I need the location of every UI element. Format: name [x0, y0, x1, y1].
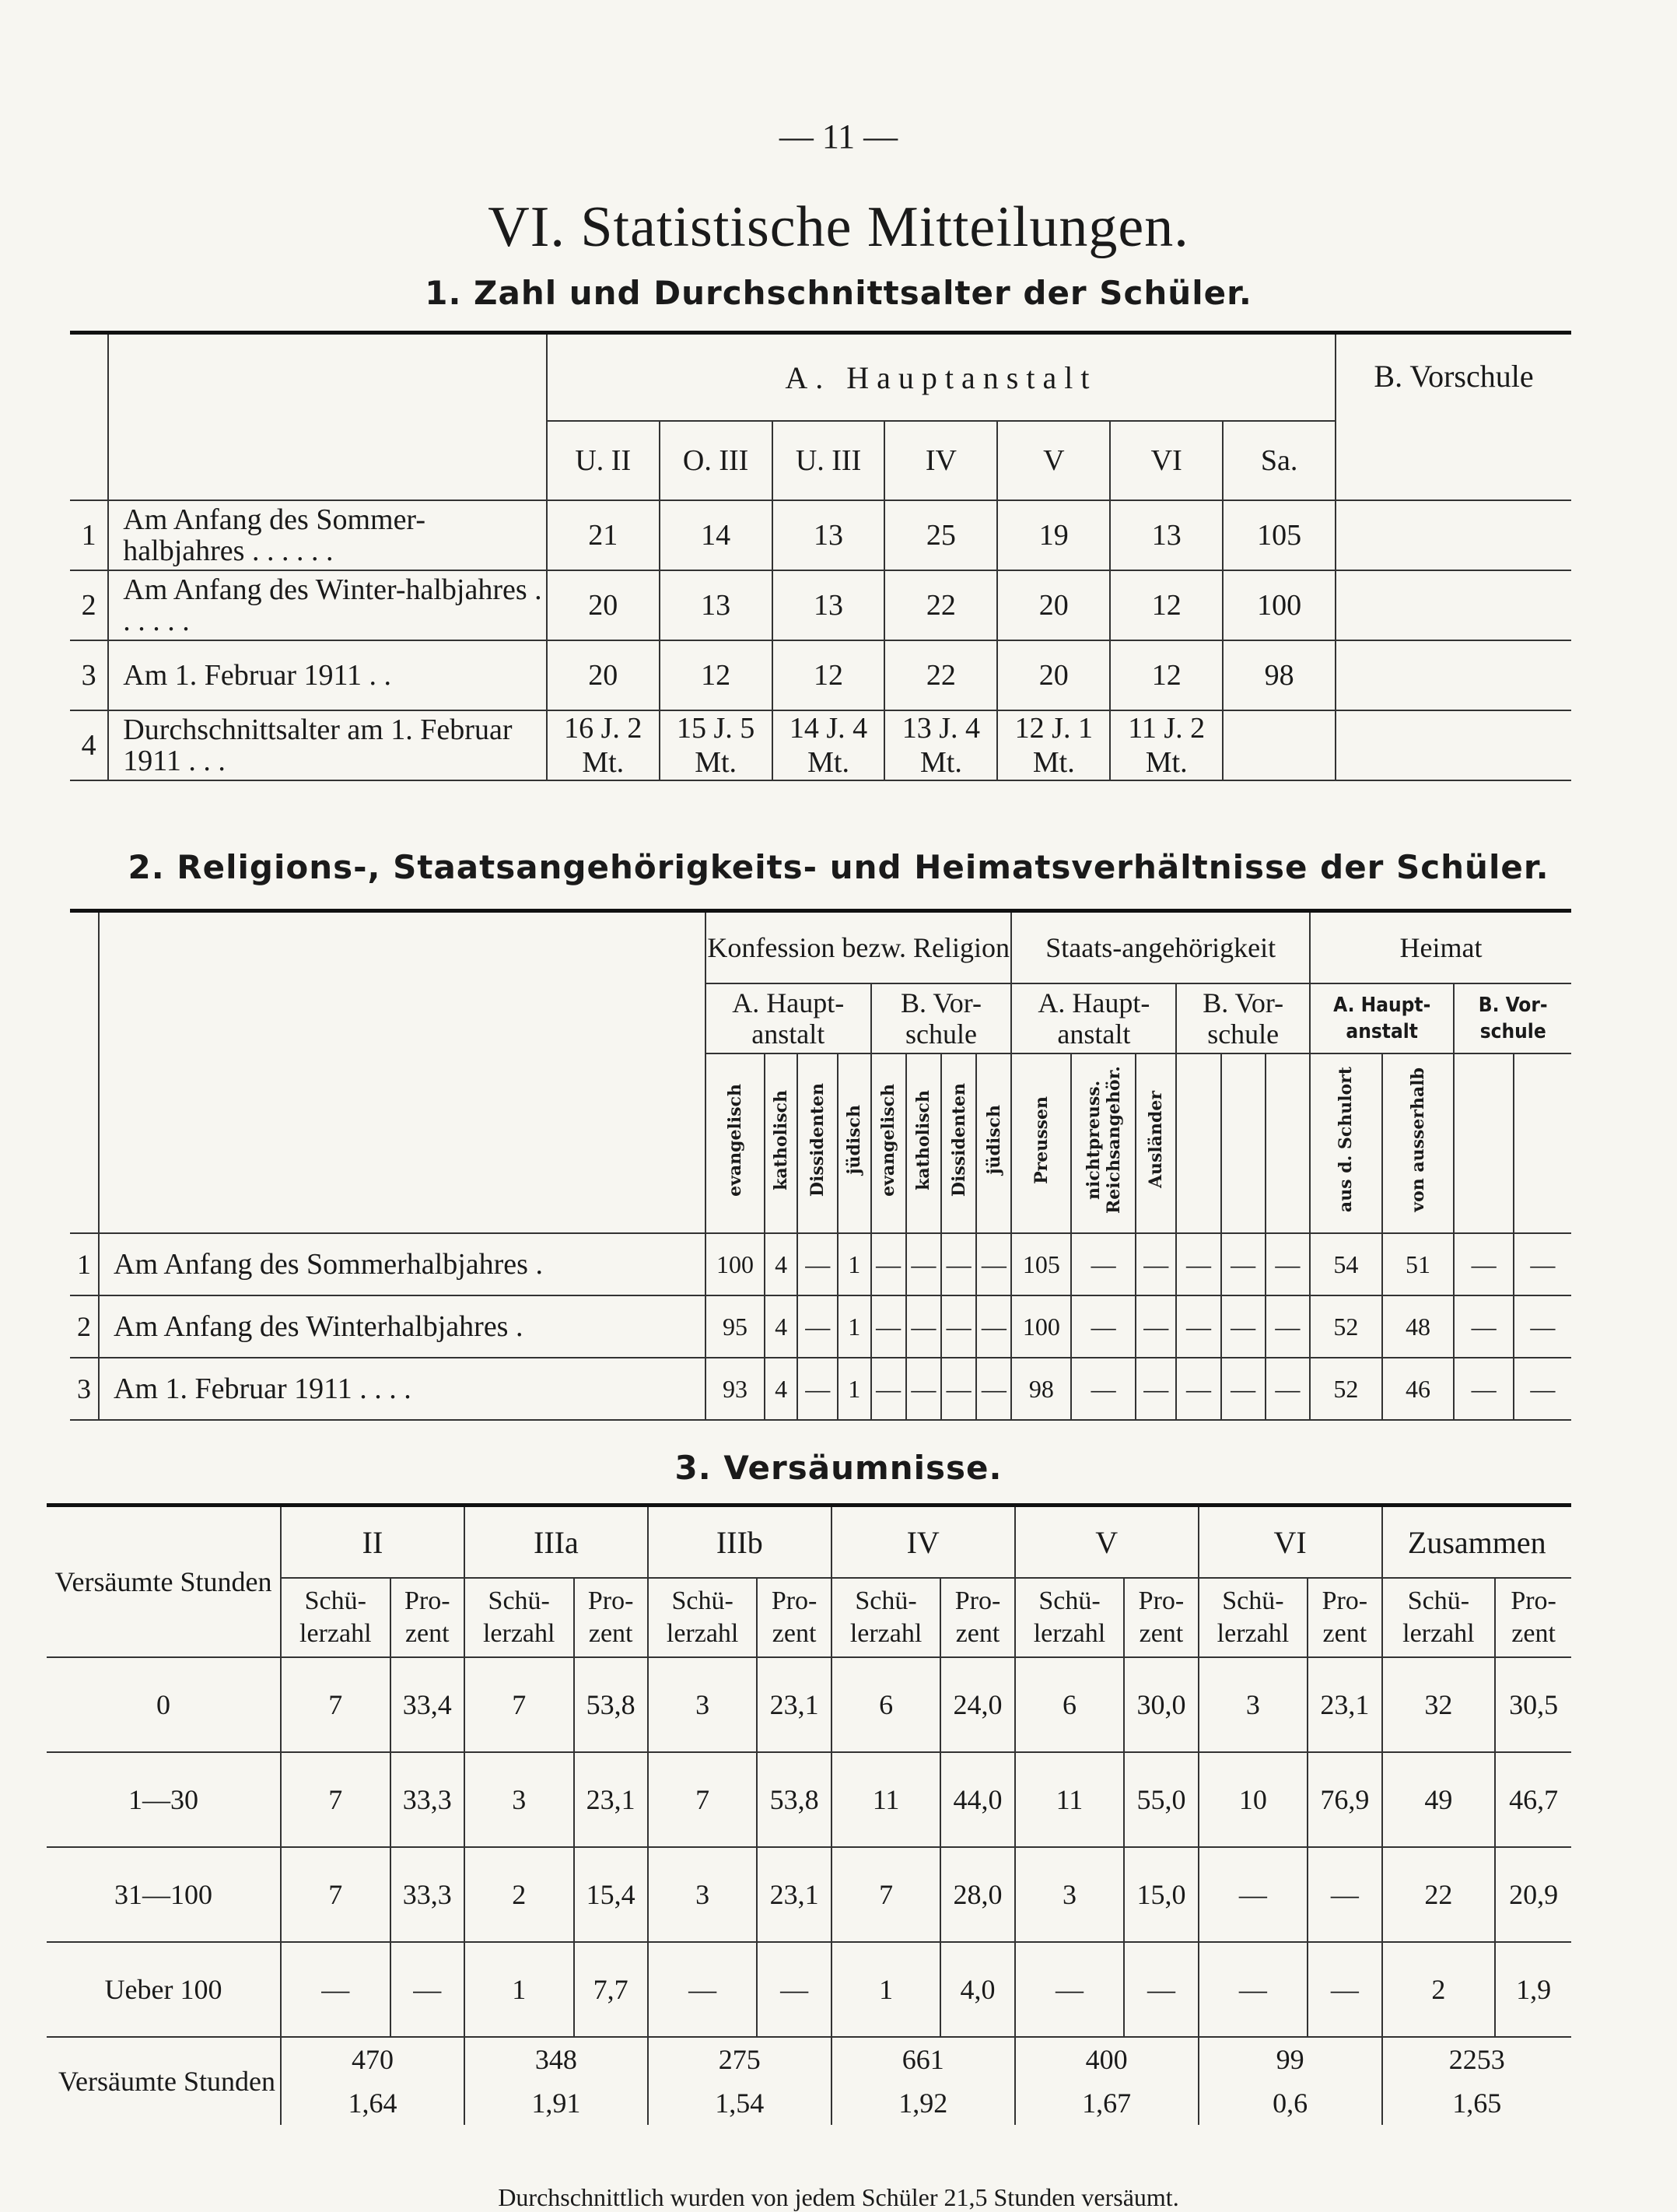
cell-value: — [1221, 1233, 1266, 1295]
cell-value: — [1124, 1942, 1198, 2037]
sub-prozent: Pro-zent [390, 1578, 464, 1657]
group-b-header: B. Vorschule [1336, 333, 1571, 501]
rotated-header [871, 1053, 906, 1233]
cell-value: 95 [705, 1295, 765, 1358]
cell-value: 1 [838, 1295, 871, 1358]
table-row [47, 1752, 1571, 1847]
sub-schuelerzahl: Schü-lerzahl [1382, 1578, 1496, 1657]
cell-value: 19 [997, 500, 1110, 570]
total-cell [1015, 2037, 1199, 2125]
rotated-label: Ausländer [1146, 1091, 1167, 1189]
cell-value: 3 [464, 1752, 574, 1847]
col-header: U. III [772, 421, 885, 500]
cell-value: 3 [648, 1657, 758, 1752]
cell-value: 23,1 [757, 1657, 831, 1752]
cell-value: 7,7 [574, 1942, 648, 2037]
cell-value: — [1199, 1847, 1308, 1942]
total-cell [464, 2037, 648, 2125]
row-label: Am Anfang des Winter-halbjahres . . . . . . [108, 570, 547, 640]
cell-value: — [797, 1358, 838, 1420]
col-header: U. II [547, 421, 660, 500]
cell-value: 16 J. 2 Mt. [547, 710, 660, 780]
cell-value: — [941, 1295, 976, 1358]
cell-vorschule [1336, 570, 1571, 640]
percent-value: 1,91 [531, 2088, 581, 2119]
group-header: VI [1199, 1506, 1382, 1579]
cell-value: — [390, 1942, 464, 2037]
cell-value: 13 [660, 570, 772, 640]
cell-value: 7 [281, 1752, 390, 1847]
cell-value: 4 [765, 1358, 798, 1420]
cell-value: — [1266, 1233, 1310, 1295]
cell-value: 1 [838, 1233, 871, 1295]
cell-value: 33,3 [390, 1752, 464, 1847]
cell-value: — [871, 1233, 906, 1295]
group-header: II [281, 1506, 464, 1579]
row-label: 31—100 [47, 1847, 281, 1942]
cell-value: 4 [765, 1295, 798, 1358]
cell-value: 12 [660, 640, 772, 710]
cell-value: 98 [1011, 1358, 1071, 1420]
total-label: Versäumte Stunden [47, 2037, 281, 2125]
row-num: 4 [70, 710, 108, 780]
rotated-header [838, 1053, 871, 1233]
cell-value: 13 [772, 500, 885, 570]
row-label: Durchschnittsalter am 1. Februar 1911 . . . [108, 710, 547, 780]
cell-value: 6 [1015, 1657, 1125, 1752]
cell-value: 6 [831, 1657, 941, 1752]
group-heimat: Heimat [1310, 911, 1571, 984]
col-header: IV [884, 421, 997, 500]
cell-value: — [941, 1358, 976, 1420]
cell-value: 22 [1382, 1847, 1496, 1942]
total-cell [1199, 2037, 1382, 2125]
cell-value: 105 [1223, 500, 1336, 570]
cell-value: 30,0 [1124, 1657, 1198, 1752]
row-num: 3 [70, 1358, 99, 1420]
sub-haupt: A. Haupt-anstalt [705, 983, 871, 1053]
cell-value: 13 [1110, 500, 1223, 570]
row-label: Am Anfang des Sommer-halbjahres . . . . . . [108, 500, 547, 570]
sub-schuelerzahl: Schü-lerzahl [464, 1578, 574, 1657]
table-row [70, 640, 1571, 710]
cell-value: 3 [1015, 1847, 1125, 1942]
cell-value: 11 [831, 1752, 941, 1847]
total-value: 99 [1276, 2044, 1304, 2075]
cell-value: — [976, 1233, 1011, 1295]
cell-value: 105 [1011, 1233, 1071, 1295]
cell-value: 23,1 [757, 1847, 831, 1942]
cell-value: 7 [464, 1657, 574, 1752]
row-label: 1—30 [47, 1752, 281, 1847]
sub-schuelerzahl: Schü-lerzahl [648, 1578, 758, 1657]
cell-value: 2 [464, 1847, 574, 1942]
cell-value: 20 [547, 640, 660, 710]
cell-value: 100 [705, 1233, 765, 1295]
section2-heading: 2. Religions-, Staatsangehörigkeits- und Heimatsverhältnisse der Schüler. [128, 848, 1549, 886]
table-versaeumnisse [47, 1503, 1571, 2125]
rotated-header [906, 1053, 941, 1233]
section3-heading: 3. Versäumnisse. [674, 1449, 1003, 1487]
table-row [70, 1295, 1571, 1358]
cell-value: — [1136, 1295, 1176, 1358]
sub-prozent: Pro-zent [1495, 1578, 1571, 1657]
cell-value: — [1136, 1358, 1176, 1420]
cell-value: 15 J. 5 Mt. [660, 710, 772, 780]
rotated-label: nichtpreuss. Reichsangehör. [1083, 1066, 1124, 1214]
table-row [70, 1233, 1571, 1295]
total-cell [281, 2037, 464, 2125]
sub-prozent: Pro-zent [1124, 1578, 1198, 1657]
cell-value [1223, 710, 1336, 780]
rotated-header [941, 1053, 976, 1233]
group-header: V [1015, 1506, 1199, 1579]
corner-num [70, 911, 99, 1234]
cell-value: — [281, 1942, 390, 2037]
row-label: Am 1. Februar 1911 . . . . [99, 1358, 705, 1420]
cell-value: 2 [1382, 1942, 1496, 2037]
cell-value: 13 J. 4 Mt. [884, 710, 997, 780]
cell-value: 53,8 [574, 1657, 648, 1752]
rotated-label: katholisch [771, 1089, 792, 1190]
cell-value: — [1221, 1295, 1266, 1358]
cell-value: — [797, 1295, 838, 1358]
percent-value: 1,64 [348, 2088, 397, 2119]
cell-value: — [1266, 1358, 1310, 1420]
cell-value: — [976, 1358, 1011, 1420]
cell-value: — [1015, 1942, 1125, 2037]
rotated-header [976, 1053, 1011, 1233]
cell-value: — [1454, 1233, 1513, 1295]
rotated-header [1071, 1053, 1136, 1233]
cell-value: 7 [281, 1847, 390, 1942]
cell-value: — [1514, 1295, 1571, 1358]
table-row [47, 1847, 1571, 1942]
rotated-label: Dissidenten [807, 1082, 828, 1197]
cell-value: 30,5 [1495, 1657, 1571, 1752]
rotated-label: aus d. Schulort [1336, 1067, 1357, 1213]
col-header: V [997, 421, 1110, 500]
cell-value: — [941, 1233, 976, 1295]
row-label: Am Anfang des Sommerhalbjahres . [99, 1233, 705, 1295]
cell-value: 46 [1382, 1358, 1455, 1420]
cell-value: 3 [1199, 1657, 1308, 1752]
cell-value: 13 [772, 570, 885, 640]
cell-value: — [1454, 1358, 1513, 1420]
rotated-header [1136, 1053, 1176, 1233]
table-row [70, 570, 1571, 640]
cell-value: 7 [831, 1847, 941, 1942]
cell-value: — [1454, 1295, 1513, 1358]
rotated-label: Preussen [1031, 1095, 1052, 1184]
cell-value: — [1308, 1942, 1381, 2037]
sub-haupt-small: A. Haupt-anstalt [1310, 983, 1454, 1053]
section1-heading: 1. Zahl und Durchschnittsalter der Schüler. [425, 274, 1252, 312]
total-cell [831, 2037, 1015, 2125]
sub-vor: B. Vor-schule [1176, 983, 1310, 1053]
sub-haupt: A. Haupt-anstalt [1011, 983, 1176, 1053]
table-row [47, 1657, 1571, 1752]
cell-value: 20 [997, 640, 1110, 710]
cell-value: 15,4 [574, 1847, 648, 1942]
cell-value: 28,0 [940, 1847, 1014, 1942]
total-value: 661 [902, 2044, 944, 2075]
cell-value: 32 [1382, 1657, 1496, 1752]
table-row [47, 1942, 1571, 2037]
total-cell [648, 2037, 831, 2125]
total-value: 2253 [1448, 2044, 1505, 2075]
cell-value: 54 [1310, 1233, 1382, 1295]
cell-value: 98 [1223, 640, 1336, 710]
group-staat: Staats-angehörigkeit [1011, 911, 1310, 984]
cell-value: 25 [884, 500, 997, 570]
percent-value: 1,67 [1082, 2088, 1132, 2119]
rotated-header [1514, 1053, 1571, 1233]
cell-vorschule [1336, 640, 1571, 710]
rotated-header [1221, 1053, 1266, 1233]
row-header: Versäumte Stunden [47, 1506, 281, 1658]
cell-value: 52 [1310, 1295, 1382, 1358]
cell-value: 12 J. 1 Mt. [997, 710, 1110, 780]
cell-value: 76,9 [1308, 1752, 1381, 1847]
sub-vor: B. Vor-schule [871, 983, 1012, 1053]
col-header: O. III [660, 421, 772, 500]
cell-value: 44,0 [940, 1752, 1014, 1847]
cell-value: 7 [281, 1657, 390, 1752]
cell-value: — [976, 1295, 1011, 1358]
total-value: 348 [534, 2044, 577, 2075]
sub-prozent: Pro-zent [1308, 1578, 1381, 1657]
cell-value: 22 [884, 640, 997, 710]
cell-value: 24,0 [940, 1657, 1014, 1752]
table-row [70, 1358, 1571, 1420]
rotated-label: evangelisch [724, 1083, 745, 1197]
cell-value: 1 [464, 1942, 574, 2037]
cell-value: — [797, 1233, 838, 1295]
group-header: IIIa [464, 1506, 648, 1579]
cell-value: 23,1 [1308, 1657, 1381, 1752]
row-num: 2 [70, 570, 108, 640]
cell-value: 10 [1199, 1752, 1308, 1847]
rotated-header [1266, 1053, 1310, 1233]
cell-value: 20 [997, 570, 1110, 640]
group-header: IV [831, 1506, 1015, 1579]
percent-value: 1,92 [898, 2088, 948, 2119]
col-header: Sa. [1223, 421, 1336, 500]
sub-prozent: Pro-zent [757, 1578, 831, 1657]
row-num: 1 [70, 500, 108, 570]
cell-value: 33,3 [390, 1847, 464, 1942]
cell-value: — [871, 1295, 906, 1358]
rotated-label: Dissidenten [948, 1082, 969, 1197]
percent-value: 0,6 [1273, 2088, 1308, 2119]
total-value: 470 [351, 2044, 394, 2075]
rotated-label: evangelisch [878, 1083, 899, 1197]
rotated-label: jüdisch [983, 1105, 1004, 1175]
sub-schuelerzahl: Schü-lerzahl [1199, 1578, 1308, 1657]
cell-value: — [871, 1358, 906, 1420]
percent-value: 1,65 [1452, 2088, 1502, 2119]
total-cell [1382, 2037, 1571, 2125]
cell-value: 33,4 [390, 1657, 464, 1752]
sub-schuelerzahl: Schü-lerzahl [831, 1578, 941, 1657]
corner-num [70, 333, 108, 501]
page-title: VI. Statistische Mitteilungen. [488, 195, 1189, 259]
cell-value: — [1176, 1295, 1220, 1358]
cell-value: — [1266, 1295, 1310, 1358]
rotated-header [1176, 1053, 1220, 1233]
table-zahl-schueler [70, 331, 1571, 781]
row-num: 1 [70, 1233, 99, 1295]
percent-value: 1,54 [715, 2088, 765, 2119]
cell-value: — [1514, 1358, 1571, 1420]
group-header: IIIb [648, 1506, 831, 1579]
rotated-header [705, 1053, 765, 1233]
rotated-header [765, 1053, 798, 1233]
cell-value: — [1071, 1295, 1136, 1358]
cell-vorschule [1336, 710, 1571, 780]
row-label: Ueber 100 [47, 1942, 281, 2037]
total-value: 400 [1085, 2044, 1128, 2075]
group-a-header: A. Hauptanstalt [547, 333, 1336, 422]
cell-value: 7 [648, 1752, 758, 1847]
cell-value: — [1199, 1942, 1308, 2037]
cell-value: 12 [772, 640, 885, 710]
cell-value: 1 [838, 1358, 871, 1420]
sub-prozent: Pro-zent [940, 1578, 1014, 1657]
cell-value: 21 [547, 500, 660, 570]
sub-prozent: Pro-zent [574, 1578, 648, 1657]
group-konfession: Konfession bezw. Religion [705, 911, 1011, 984]
cell-value: — [1221, 1358, 1266, 1420]
cell-value: 11 J. 2 Mt. [1110, 710, 1223, 780]
cell-value: — [1308, 1847, 1381, 1942]
row-num: 3 [70, 640, 108, 710]
cell-value: 51 [1382, 1233, 1455, 1295]
cell-value: — [1176, 1358, 1220, 1420]
cell-value: — [1071, 1233, 1136, 1295]
page-number: — 11 — [779, 117, 898, 156]
cell-value: 4,0 [940, 1942, 1014, 2037]
cell-value: — [648, 1942, 758, 2037]
cell-value: 11 [1015, 1752, 1125, 1847]
cell-value: 4 [765, 1233, 798, 1295]
table-row [70, 710, 1571, 780]
cell-value: — [1176, 1233, 1220, 1295]
footnote: Durchschnittlich wurden von jedem Schüler 21,5 Stunden versäumt. [498, 2183, 1179, 2211]
rotated-label: katholisch [913, 1089, 934, 1190]
corner-label [99, 911, 705, 1234]
table-row [70, 500, 1571, 570]
cell-value: 55,0 [1124, 1752, 1198, 1847]
cell-value: 14 J. 4 Mt. [772, 710, 885, 780]
rotated-header [1310, 1053, 1382, 1233]
total-value: 275 [718, 2044, 761, 2075]
cell-value: 22 [884, 570, 997, 640]
corner-label [108, 333, 547, 501]
rotated-label: von ausserhalb [1408, 1067, 1429, 1212]
row-label: Am Anfang des Winterhalbjahres . [99, 1295, 705, 1358]
cell-value: — [906, 1295, 941, 1358]
row-num: 2 [70, 1295, 99, 1358]
cell-vorschule [1336, 500, 1571, 570]
cell-value: 49 [1382, 1752, 1496, 1847]
rotated-header [1011, 1053, 1071, 1233]
row-label: Am 1. Februar 1911 . . [108, 640, 547, 710]
cell-value: — [906, 1358, 941, 1420]
cell-value: 52 [1310, 1358, 1382, 1420]
cell-value: — [906, 1233, 941, 1295]
sub-schuelerzahl: Schü-lerzahl [281, 1578, 390, 1657]
cell-value: 46,7 [1495, 1752, 1571, 1847]
sub-schuelerzahl: Schü-lerzahl [1015, 1578, 1125, 1657]
rotated-label: jüdisch [844, 1105, 865, 1175]
cell-value: — [757, 1942, 831, 2037]
cell-value: — [1071, 1358, 1136, 1420]
cell-value: 12 [1110, 570, 1223, 640]
row-label: 0 [47, 1657, 281, 1752]
sub-vor-small: B. Vor-schule [1454, 983, 1571, 1053]
cell-value: 15,0 [1124, 1847, 1198, 1942]
table-religion-heimat [70, 909, 1571, 1421]
rotated-header [1454, 1053, 1513, 1233]
cell-value: 48 [1382, 1295, 1455, 1358]
cell-value: 100 [1223, 570, 1336, 640]
rotated-header [1382, 1053, 1455, 1233]
rotated-header [797, 1053, 838, 1233]
cell-value: 20 [547, 570, 660, 640]
cell-value: 3 [648, 1847, 758, 1942]
group-header: Zusammen [1382, 1506, 1571, 1579]
cell-value: 93 [705, 1358, 765, 1420]
cell-value: 20,9 [1495, 1847, 1571, 1942]
cell-value: — [1136, 1233, 1176, 1295]
cell-value: 14 [660, 500, 772, 570]
cell-value: 23,1 [574, 1752, 648, 1847]
cell-value: 1 [831, 1942, 941, 2037]
cell-value: 1,9 [1495, 1942, 1571, 2037]
cell-value: 53,8 [757, 1752, 831, 1847]
col-header: VI [1110, 421, 1223, 500]
cell-value: 100 [1011, 1295, 1071, 1358]
cell-value: — [1514, 1233, 1571, 1295]
cell-value: 12 [1110, 640, 1223, 710]
